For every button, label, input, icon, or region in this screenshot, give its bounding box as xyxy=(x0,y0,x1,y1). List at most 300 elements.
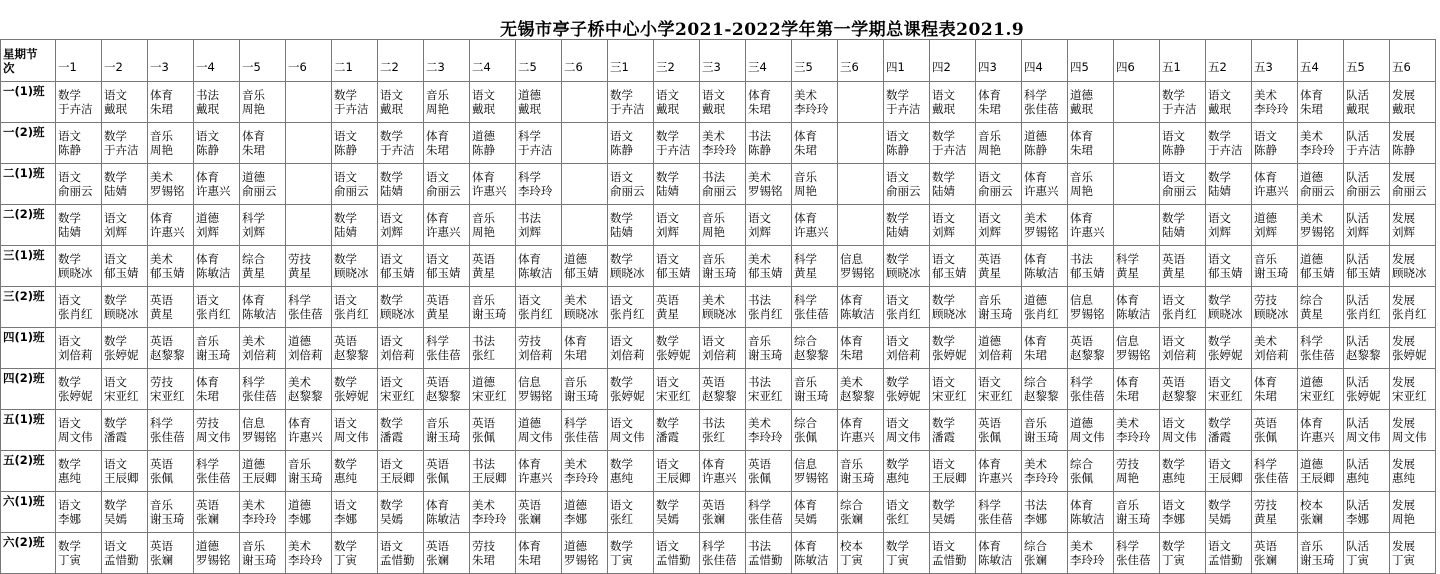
schedule-cell[interactable] xyxy=(332,451,378,492)
corner-cell[interactable] xyxy=(1,40,56,82)
schedule-cell[interactable] xyxy=(102,123,148,164)
schedule-cell[interactable] xyxy=(562,410,608,451)
schedule-cell[interactable] xyxy=(1206,369,1252,410)
schedule-cell[interactable] xyxy=(1114,164,1160,205)
schedule-cell[interactable] xyxy=(1298,451,1344,492)
schedule-cell[interactable] xyxy=(194,205,240,246)
schedule-cell[interactable] xyxy=(746,451,792,492)
schedule-cell[interactable] xyxy=(930,533,976,574)
schedule-cell[interactable] xyxy=(378,164,424,205)
schedule-cell[interactable] xyxy=(102,451,148,492)
schedule-cell[interactable] xyxy=(148,492,194,533)
schedule-cell[interactable] xyxy=(424,205,470,246)
schedule-cell[interactable] xyxy=(286,246,332,287)
schedule-cell[interactable] xyxy=(56,533,102,574)
class-label[interactable]: 二(1)班 xyxy=(1,164,56,205)
schedule-cell[interactable] xyxy=(378,82,424,123)
schedule-cell[interactable] xyxy=(332,328,378,369)
schedule-cell[interactable] xyxy=(424,246,470,287)
schedule-cell[interactable] xyxy=(838,369,884,410)
schedule-cell[interactable] xyxy=(240,451,286,492)
schedule-cell[interactable] xyxy=(286,410,332,451)
schedule-cell[interactable] xyxy=(884,451,930,492)
schedule-cell[interactable] xyxy=(700,246,746,287)
schedule-cell[interactable] xyxy=(746,369,792,410)
schedule-cell[interactable] xyxy=(148,246,194,287)
schedule-cell[interactable] xyxy=(516,287,562,328)
schedule-cell[interactable] xyxy=(378,205,424,246)
schedule-cell[interactable] xyxy=(1114,410,1160,451)
schedule-cell[interactable] xyxy=(1252,287,1298,328)
schedule-cell[interactable] xyxy=(424,328,470,369)
schedule-cell[interactable] xyxy=(424,451,470,492)
schedule-cell[interactable] xyxy=(56,492,102,533)
schedule-cell[interactable] xyxy=(562,328,608,369)
schedule-cell[interactable] xyxy=(1298,369,1344,410)
schedule-cell[interactable] xyxy=(240,123,286,164)
period-header[interactable]: 一5 xyxy=(240,40,286,82)
schedule-cell[interactable] xyxy=(1206,287,1252,328)
schedule-cell[interactable] xyxy=(608,369,654,410)
schedule-cell[interactable] xyxy=(700,410,746,451)
schedule-cell[interactable] xyxy=(194,82,240,123)
schedule-cell[interactable] xyxy=(562,287,608,328)
schedule-cell[interactable] xyxy=(332,369,378,410)
period-header[interactable]: 四3 xyxy=(976,40,1022,82)
schedule-cell[interactable] xyxy=(976,451,1022,492)
schedule-cell[interactable] xyxy=(562,123,608,164)
schedule-cell[interactable] xyxy=(102,328,148,369)
schedule-cell[interactable] xyxy=(930,123,976,164)
schedule-cell[interactable] xyxy=(378,246,424,287)
schedule-cell[interactable] xyxy=(470,246,516,287)
schedule-cell[interactable] xyxy=(56,287,102,328)
schedule-cell[interactable] xyxy=(1298,164,1344,205)
schedule-cell[interactable] xyxy=(1344,410,1390,451)
schedule-cell[interactable] xyxy=(1344,328,1390,369)
schedule-cell[interactable] xyxy=(838,123,884,164)
schedule-cell[interactable] xyxy=(1114,328,1160,369)
schedule-cell[interactable] xyxy=(1022,164,1068,205)
schedule-cell[interactable] xyxy=(102,287,148,328)
schedule-cell[interactable] xyxy=(838,82,884,123)
schedule-cell[interactable] xyxy=(1022,287,1068,328)
schedule-cell[interactable] xyxy=(1206,492,1252,533)
class-label[interactable]: 六(1)班 xyxy=(1,492,56,533)
schedule-cell[interactable] xyxy=(56,369,102,410)
schedule-cell[interactable] xyxy=(1206,533,1252,574)
schedule-cell[interactable] xyxy=(194,164,240,205)
period-header[interactable]: 四5 xyxy=(1068,40,1114,82)
schedule-cell[interactable] xyxy=(470,410,516,451)
schedule-cell[interactable] xyxy=(746,82,792,123)
schedule-cell[interactable] xyxy=(654,164,700,205)
schedule-cell[interactable] xyxy=(56,205,102,246)
schedule-cell[interactable] xyxy=(746,205,792,246)
period-header[interactable]: 五6 xyxy=(1390,40,1436,82)
schedule-cell[interactable] xyxy=(1068,164,1114,205)
schedule-cell[interactable] xyxy=(102,164,148,205)
schedule-cell[interactable] xyxy=(1206,123,1252,164)
schedule-cell[interactable] xyxy=(1068,82,1114,123)
schedule-cell[interactable] xyxy=(424,533,470,574)
schedule-cell[interactable] xyxy=(424,492,470,533)
schedule-cell[interactable] xyxy=(930,410,976,451)
schedule-cell[interactable] xyxy=(286,205,332,246)
schedule-cell[interactable] xyxy=(1068,287,1114,328)
schedule-cell[interactable] xyxy=(1252,492,1298,533)
schedule-cell[interactable] xyxy=(1344,123,1390,164)
schedule-cell[interactable] xyxy=(930,492,976,533)
schedule-cell[interactable] xyxy=(286,82,332,123)
schedule-cell[interactable] xyxy=(286,369,332,410)
schedule-cell[interactable] xyxy=(194,123,240,164)
schedule-cell[interactable] xyxy=(1390,369,1436,410)
period-header[interactable]: 三4 xyxy=(746,40,792,82)
schedule-cell[interactable] xyxy=(332,287,378,328)
schedule-cell[interactable] xyxy=(976,246,1022,287)
schedule-cell[interactable] xyxy=(792,205,838,246)
period-header[interactable]: 二4 xyxy=(470,40,516,82)
schedule-cell[interactable] xyxy=(102,492,148,533)
schedule-cell[interactable] xyxy=(884,123,930,164)
schedule-cell[interactable] xyxy=(700,328,746,369)
period-header[interactable]: 三3 xyxy=(700,40,746,82)
schedule-cell[interactable] xyxy=(378,410,424,451)
schedule-cell[interactable] xyxy=(1252,205,1298,246)
schedule-cell[interactable] xyxy=(700,82,746,123)
schedule-cell[interactable] xyxy=(1390,123,1436,164)
schedule-cell[interactable] xyxy=(746,123,792,164)
schedule-cell[interactable] xyxy=(332,492,378,533)
schedule-cell[interactable] xyxy=(654,82,700,123)
schedule-cell[interactable] xyxy=(1160,287,1206,328)
period-header[interactable]: 三5 xyxy=(792,40,838,82)
schedule-cell[interactable] xyxy=(470,369,516,410)
schedule-cell[interactable] xyxy=(608,492,654,533)
schedule-cell[interactable] xyxy=(884,369,930,410)
schedule-cell[interactable] xyxy=(240,533,286,574)
schedule-cell[interactable] xyxy=(1114,287,1160,328)
period-header[interactable]: 五2 xyxy=(1206,40,1252,82)
schedule-cell[interactable] xyxy=(1068,451,1114,492)
schedule-cell[interactable] xyxy=(884,328,930,369)
schedule-cell[interactable] xyxy=(976,369,1022,410)
schedule-cell[interactable] xyxy=(1068,328,1114,369)
period-header[interactable]: 四4 xyxy=(1022,40,1068,82)
schedule-cell[interactable] xyxy=(1160,328,1206,369)
schedule-cell[interactable] xyxy=(562,492,608,533)
schedule-cell[interactable] xyxy=(470,287,516,328)
schedule-cell[interactable] xyxy=(102,533,148,574)
schedule-cell[interactable] xyxy=(102,205,148,246)
schedule-cell[interactable] xyxy=(746,287,792,328)
schedule-cell[interactable] xyxy=(1298,287,1344,328)
schedule-cell[interactable] xyxy=(1160,164,1206,205)
schedule-cell[interactable] xyxy=(1390,410,1436,451)
schedule-cell[interactable] xyxy=(1114,451,1160,492)
schedule-cell[interactable] xyxy=(700,533,746,574)
schedule-cell[interactable] xyxy=(148,164,194,205)
schedule-cell[interactable] xyxy=(1344,492,1390,533)
schedule-cell[interactable] xyxy=(838,205,884,246)
schedule-cell[interactable] xyxy=(378,533,424,574)
schedule-cell[interactable] xyxy=(1298,533,1344,574)
schedule-cell[interactable] xyxy=(1252,164,1298,205)
schedule-cell[interactable] xyxy=(1022,205,1068,246)
class-label[interactable]: 二(2)班 xyxy=(1,205,56,246)
schedule-cell[interactable] xyxy=(286,451,332,492)
schedule-cell[interactable] xyxy=(148,287,194,328)
schedule-cell[interactable] xyxy=(884,205,930,246)
schedule-cell[interactable] xyxy=(516,328,562,369)
schedule-cell[interactable] xyxy=(286,533,332,574)
schedule-cell[interactable] xyxy=(792,369,838,410)
schedule-cell[interactable] xyxy=(424,287,470,328)
schedule-cell[interactable] xyxy=(792,123,838,164)
period-header[interactable]: 五5 xyxy=(1344,40,1390,82)
schedule-cell[interactable] xyxy=(516,451,562,492)
schedule-cell[interactable] xyxy=(1114,533,1160,574)
schedule-cell[interactable] xyxy=(1390,492,1436,533)
period-header[interactable]: 四2 xyxy=(930,40,976,82)
schedule-cell[interactable] xyxy=(930,164,976,205)
schedule-cell[interactable] xyxy=(194,328,240,369)
schedule-cell[interactable] xyxy=(470,205,516,246)
schedule-cell[interactable] xyxy=(56,164,102,205)
schedule-cell[interactable] xyxy=(1206,328,1252,369)
schedule-cell[interactable] xyxy=(976,492,1022,533)
schedule-cell[interactable] xyxy=(332,82,378,123)
schedule-cell[interactable] xyxy=(1068,533,1114,574)
schedule-cell[interactable] xyxy=(332,123,378,164)
schedule-cell[interactable] xyxy=(976,410,1022,451)
schedule-cell[interactable] xyxy=(792,328,838,369)
schedule-cell[interactable] xyxy=(240,164,286,205)
period-header[interactable]: 二1 xyxy=(332,40,378,82)
schedule-cell[interactable] xyxy=(746,164,792,205)
schedule-cell[interactable] xyxy=(1252,451,1298,492)
schedule-cell[interactable] xyxy=(516,410,562,451)
schedule-cell[interactable] xyxy=(378,451,424,492)
schedule-cell[interactable] xyxy=(608,123,654,164)
schedule-cell[interactable] xyxy=(930,82,976,123)
schedule-cell[interactable] xyxy=(1252,82,1298,123)
schedule-cell[interactable] xyxy=(1206,410,1252,451)
schedule-cell[interactable] xyxy=(1206,246,1252,287)
schedule-cell[interactable] xyxy=(930,369,976,410)
schedule-cell[interactable] xyxy=(194,451,240,492)
schedule-cell[interactable] xyxy=(976,287,1022,328)
schedule-cell[interactable] xyxy=(1160,82,1206,123)
schedule-cell[interactable] xyxy=(838,492,884,533)
schedule-cell[interactable] xyxy=(562,533,608,574)
class-label[interactable]: 三(1)班 xyxy=(1,246,56,287)
schedule-cell[interactable] xyxy=(838,410,884,451)
schedule-cell[interactable] xyxy=(1206,205,1252,246)
schedule-cell[interactable] xyxy=(286,164,332,205)
period-header[interactable]: 一3 xyxy=(148,40,194,82)
schedule-cell[interactable] xyxy=(792,533,838,574)
period-header[interactable]: 二3 xyxy=(424,40,470,82)
schedule-cell[interactable] xyxy=(1206,451,1252,492)
schedule-cell[interactable] xyxy=(1022,451,1068,492)
schedule-cell[interactable] xyxy=(608,533,654,574)
schedule-cell[interactable] xyxy=(1298,205,1344,246)
schedule-cell[interactable] xyxy=(516,246,562,287)
schedule-cell[interactable] xyxy=(700,164,746,205)
schedule-cell[interactable] xyxy=(746,492,792,533)
schedule-cell[interactable] xyxy=(240,82,286,123)
schedule-cell[interactable] xyxy=(194,492,240,533)
schedule-cell[interactable] xyxy=(608,205,654,246)
schedule-cell[interactable] xyxy=(240,246,286,287)
schedule-cell[interactable] xyxy=(792,287,838,328)
schedule-cell[interactable] xyxy=(1206,82,1252,123)
schedule-cell[interactable] xyxy=(976,82,1022,123)
schedule-cell[interactable] xyxy=(470,492,516,533)
schedule-cell[interactable] xyxy=(838,287,884,328)
schedule-cell[interactable] xyxy=(286,287,332,328)
class-label[interactable]: 四(1)班 xyxy=(1,328,56,369)
schedule-cell[interactable] xyxy=(286,492,332,533)
period-header[interactable]: 三6 xyxy=(838,40,884,82)
period-header[interactable]: 五3 xyxy=(1252,40,1298,82)
schedule-cell[interactable] xyxy=(930,287,976,328)
schedule-cell[interactable] xyxy=(1298,328,1344,369)
schedule-cell[interactable] xyxy=(148,328,194,369)
schedule-cell[interactable] xyxy=(608,82,654,123)
schedule-cell[interactable] xyxy=(332,533,378,574)
class-label[interactable]: 一(1)班 xyxy=(1,82,56,123)
schedule-cell[interactable] xyxy=(1390,205,1436,246)
period-header[interactable]: 五4 xyxy=(1298,40,1344,82)
schedule-cell[interactable] xyxy=(148,451,194,492)
schedule-cell[interactable] xyxy=(884,82,930,123)
schedule-cell[interactable] xyxy=(1022,410,1068,451)
schedule-cell[interactable] xyxy=(562,205,608,246)
schedule-cell[interactable] xyxy=(424,164,470,205)
schedule-cell[interactable] xyxy=(194,246,240,287)
period-header[interactable]: 五1 xyxy=(1160,40,1206,82)
schedule-cell[interactable] xyxy=(1068,369,1114,410)
schedule-cell[interactable] xyxy=(654,246,700,287)
schedule-cell[interactable] xyxy=(1298,82,1344,123)
class-label[interactable]: 四(2)班 xyxy=(1,369,56,410)
schedule-cell[interactable] xyxy=(1022,246,1068,287)
schedule-cell[interactable] xyxy=(378,492,424,533)
schedule-cell[interactable] xyxy=(56,246,102,287)
class-label[interactable]: 三(2)班 xyxy=(1,287,56,328)
schedule-cell[interactable] xyxy=(332,205,378,246)
schedule-cell[interactable] xyxy=(976,164,1022,205)
schedule-cell[interactable] xyxy=(792,246,838,287)
schedule-cell[interactable] xyxy=(56,123,102,164)
schedule-cell[interactable] xyxy=(1344,533,1390,574)
schedule-cell[interactable] xyxy=(746,410,792,451)
period-header[interactable]: 一4 xyxy=(194,40,240,82)
schedule-cell[interactable] xyxy=(1252,123,1298,164)
schedule-cell[interactable] xyxy=(654,328,700,369)
schedule-cell[interactable] xyxy=(1160,369,1206,410)
schedule-cell[interactable] xyxy=(884,533,930,574)
schedule-cell[interactable] xyxy=(1252,369,1298,410)
schedule-cell[interactable] xyxy=(194,287,240,328)
schedule-cell[interactable] xyxy=(194,369,240,410)
schedule-cell[interactable] xyxy=(1022,328,1068,369)
schedule-cell[interactable] xyxy=(838,328,884,369)
schedule-cell[interactable] xyxy=(608,410,654,451)
schedule-cell[interactable] xyxy=(608,451,654,492)
schedule-cell[interactable] xyxy=(148,410,194,451)
schedule-cell[interactable] xyxy=(1390,82,1436,123)
schedule-cell[interactable] xyxy=(654,369,700,410)
schedule-cell[interactable] xyxy=(608,246,654,287)
period-header[interactable]: 三2 xyxy=(654,40,700,82)
period-header[interactable]: 四1 xyxy=(884,40,930,82)
schedule-cell[interactable] xyxy=(470,82,516,123)
class-label[interactable]: 五(2)班 xyxy=(1,451,56,492)
schedule-cell[interactable] xyxy=(378,328,424,369)
schedule-cell[interactable] xyxy=(746,328,792,369)
schedule-cell[interactable] xyxy=(470,533,516,574)
schedule-cell[interactable] xyxy=(838,164,884,205)
schedule-cell[interactable] xyxy=(102,246,148,287)
schedule-cell[interactable] xyxy=(930,246,976,287)
schedule-cell[interactable] xyxy=(930,205,976,246)
schedule-cell[interactable] xyxy=(654,451,700,492)
schedule-cell[interactable] xyxy=(562,369,608,410)
schedule-cell[interactable] xyxy=(470,451,516,492)
schedule-cell[interactable] xyxy=(1390,451,1436,492)
schedule-cell[interactable] xyxy=(516,82,562,123)
schedule-cell[interactable] xyxy=(608,287,654,328)
schedule-cell[interactable] xyxy=(1344,451,1390,492)
schedule-cell[interactable] xyxy=(1160,205,1206,246)
schedule-cell[interactable] xyxy=(654,287,700,328)
schedule-cell[interactable] xyxy=(240,369,286,410)
schedule-cell[interactable] xyxy=(1298,123,1344,164)
schedule-cell[interactable] xyxy=(1114,369,1160,410)
schedule-cell[interactable] xyxy=(1160,492,1206,533)
schedule-cell[interactable] xyxy=(286,328,332,369)
schedule-cell[interactable] xyxy=(1068,492,1114,533)
schedule-cell[interactable] xyxy=(792,451,838,492)
schedule-cell[interactable] xyxy=(700,123,746,164)
schedule-cell[interactable] xyxy=(654,205,700,246)
schedule-cell[interactable] xyxy=(1022,492,1068,533)
schedule-cell[interactable] xyxy=(976,328,1022,369)
schedule-cell[interactable] xyxy=(654,492,700,533)
schedule-cell[interactable] xyxy=(1068,410,1114,451)
schedule-cell[interactable] xyxy=(700,492,746,533)
schedule-cell[interactable] xyxy=(332,246,378,287)
schedule-cell[interactable] xyxy=(1160,410,1206,451)
schedule-cell[interactable] xyxy=(1160,246,1206,287)
schedule-cell[interactable] xyxy=(1390,533,1436,574)
schedule-cell[interactable] xyxy=(1252,533,1298,574)
schedule-cell[interactable] xyxy=(562,164,608,205)
schedule-cell[interactable] xyxy=(286,123,332,164)
schedule-cell[interactable] xyxy=(516,123,562,164)
schedule-cell[interactable] xyxy=(1114,205,1160,246)
schedule-cell[interactable] xyxy=(838,533,884,574)
schedule-cell[interactable] xyxy=(148,533,194,574)
schedule-cell[interactable] xyxy=(1298,246,1344,287)
schedule-cell[interactable] xyxy=(516,205,562,246)
schedule-cell[interactable] xyxy=(378,287,424,328)
schedule-cell[interactable] xyxy=(838,246,884,287)
